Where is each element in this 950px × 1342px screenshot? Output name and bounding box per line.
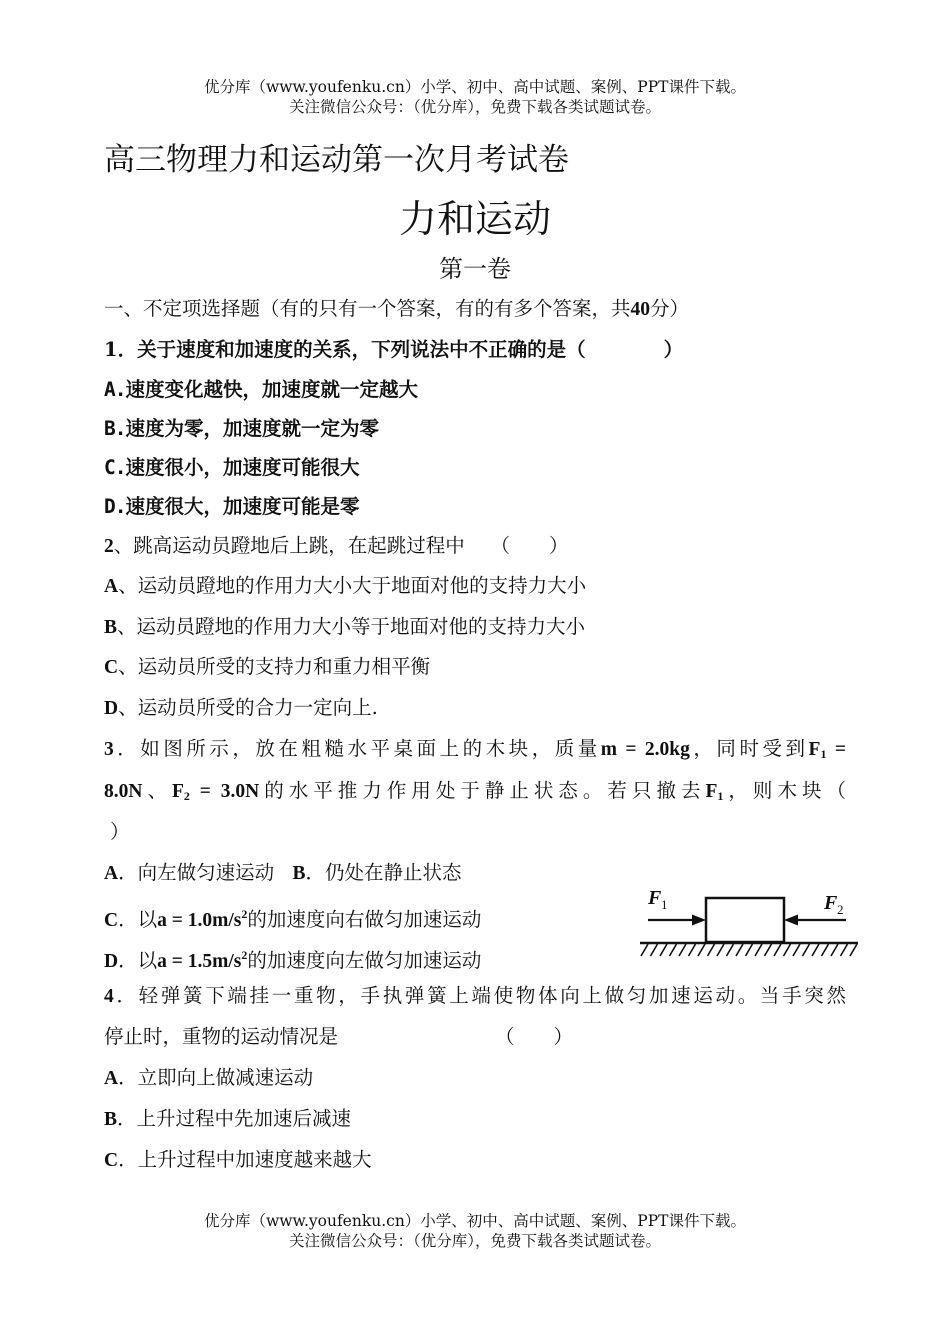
question-4-option-b: B．上升过程中先加速后减速: [104, 1107, 352, 1130]
question-4-option-a: A．立即向上做减速运动: [104, 1066, 314, 1089]
footer-line-2: 关注微信公众号：（优分库），免费下载各类试题试卷。: [288, 1232, 661, 1250]
hatch-mark: [850, 944, 857, 956]
hatch-mark: [812, 944, 819, 956]
question-4-answer-paren: （ ）: [495, 1025, 574, 1048]
question-3-option-d: D．以$a = 1.5m/s^2$的加速度向左做匀加速运动: [104, 948, 482, 972]
question-3-option-c: C．以$a = 1.0m/s^2$的加速度向右做匀加速运动: [104, 907, 482, 931]
f1-arrow: [648, 915, 706, 926]
hatch-mark: [793, 944, 800, 956]
hatch-mark: [803, 944, 810, 956]
ground-hatching: [641, 944, 857, 956]
question-4-line-2: 停止时，重物的运动情况是: [104, 1025, 339, 1048]
page-header: [0, 77, 950, 117]
hatch-mark: [765, 944, 772, 956]
hatch-mark: [755, 944, 762, 956]
question-3-line-2: 8.0N、$F_2 = 3.0N$的水平推力作用处于静止状态。若只撤去$F_1$，则木块（: [104, 779, 846, 803]
svg-text:F: F: [648, 887, 662, 909]
question-1-option-c: C.速度很小，加速度可能很大: [104, 456, 360, 479]
document-subtitle: 力和运动: [398, 197, 551, 241]
question-3-line-3: ）: [110, 820, 130, 843]
question-1-option-a: A.速度变化越快，加速度就一定越大: [104, 378, 418, 401]
hatch-mark: [717, 944, 724, 956]
question-2-option-d: D、运动员所受的合力一定向上.: [104, 696, 378, 719]
hatch-mark: [670, 944, 677, 956]
footer-line-1: 优分库（www.youfenku.cn）小学、初中、高中试题、案例、PPT课件下载。: [203, 1212, 747, 1230]
hatch-mark: [822, 944, 829, 956]
svg-text:2: 2: [837, 902, 844, 917]
hatch-mark: [831, 944, 838, 956]
question-3-line-1: 3．如图所示，放在粗糙水平桌面上的木块，质量m = 2.0kg，同时受到$F_1$ =: [104, 737, 846, 761]
hatch-mark: [698, 944, 705, 956]
hatch-mark: [746, 944, 753, 956]
volume-heading: 第一卷: [439, 255, 511, 283]
page-footer: [0, 1211, 950, 1251]
f2-label: [823, 892, 844, 917]
hatch-mark: [784, 944, 791, 956]
question-2-stem: 2、跳高运动员蹬地后上跳，在起跳过程中 （ ）: [104, 534, 569, 557]
force-diagram: [632, 880, 864, 962]
hatch-mark: [736, 944, 743, 956]
hatch-mark: [841, 944, 848, 956]
hatch-mark: [679, 944, 686, 956]
hatch-mark: [727, 944, 734, 956]
section-heading: 一、不定项选择题（有的只有一个答案，有的有多个答案，共40分）: [104, 297, 690, 320]
question-2-option-a: A、运动员蹬地的作用力大小大于地面对他的支持力大小: [104, 574, 587, 597]
hatch-mark: [651, 944, 658, 956]
hatch-mark: [689, 944, 696, 956]
svg-text:1: 1: [661, 897, 668, 912]
hatch-mark: [708, 944, 715, 956]
question-1-option-d: D.速度很大，加速度可能是零: [104, 495, 360, 518]
svg-text:F: F: [824, 892, 838, 914]
hatch-mark: [774, 944, 781, 956]
document-title: 高三物理力和运动第一次月考试卷: [104, 142, 569, 178]
header-line-1: 优分库（www.youfenku.cn）小学、初中、高中试题、案例、PPT课件下载。: [203, 78, 747, 96]
question-4-option-c: C．上升过程中加速度越来越大: [104, 1148, 372, 1171]
question-3-options-ab: A．向左做匀速运动 B．仍处在静止状态: [104, 861, 462, 884]
wooden-block: [706, 898, 784, 942]
question-1-stem: 1．关于速度和加速度的关系，下列说法中不正确的是（ ）: [104, 338, 684, 361]
question-1-option-b: B.速度为零，加速度就一定为零: [104, 417, 379, 440]
hatch-mark: [641, 944, 648, 956]
f1-label: [647, 887, 668, 912]
question-4-line-1: 4．轻弹簧下端挂一重物，手执弹簧上端使物体向上做匀加速运动。当手突然: [104, 984, 846, 1007]
question-2-option-c: C、运动员所受的支持力和重力相平衡: [104, 655, 431, 678]
question-2-option-b: B、运动员蹬地的作用力大小等于地面对他的支持力大小: [104, 615, 586, 638]
header-line-2: 关注微信公众号：（优分库），免费下载各类试题试卷。: [288, 98, 661, 116]
hatch-mark: [660, 944, 667, 956]
